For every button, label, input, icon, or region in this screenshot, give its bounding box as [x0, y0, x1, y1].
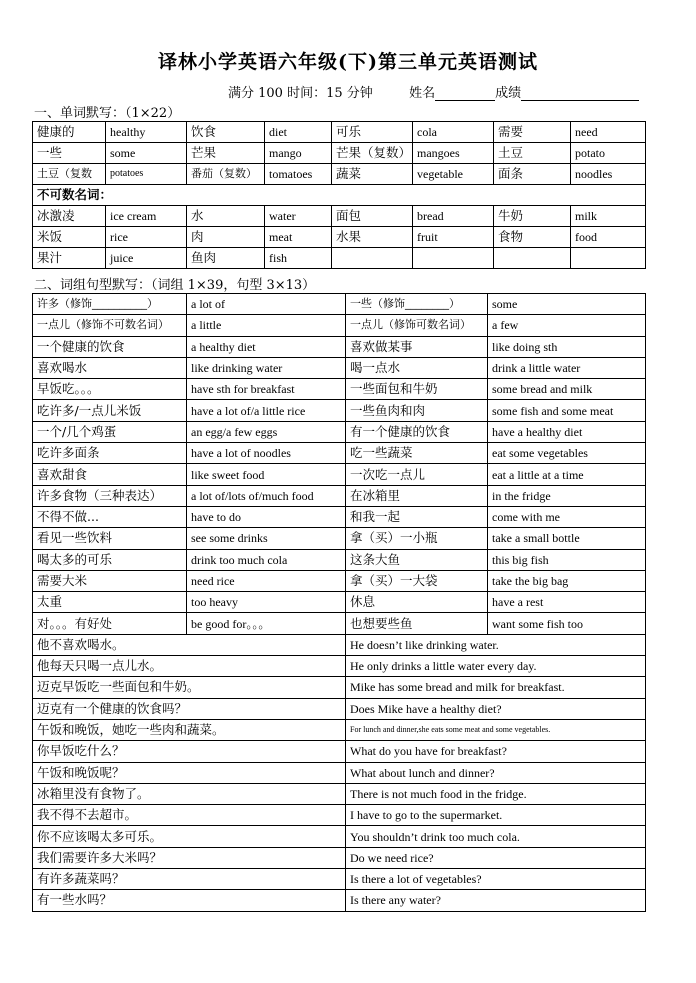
phrase-chinese: 喜欢做某事 — [346, 336, 488, 357]
vocab-english: ice cream — [106, 206, 187, 227]
phrase-row — [33, 421, 646, 442]
phrase-chinese: 需要大米 — [33, 570, 187, 591]
vocab-english: diet — [265, 122, 332, 143]
phrase-chinese: 一个健康的饮食 — [33, 336, 187, 357]
phrase-english: come with me — [488, 506, 646, 527]
phrase-english: a few — [488, 315, 646, 336]
phrase-chinese: 看见一些饮料 — [33, 528, 187, 549]
vocab-chinese: 冰激凌 — [33, 206, 106, 227]
vocab-row — [33, 248, 646, 269]
phrase-row — [33, 443, 646, 464]
vocab-english: some — [106, 143, 187, 164]
phrase-english: like drinking water — [187, 357, 346, 378]
sentence-english: He doesn’t like drinking water. — [346, 634, 646, 655]
sentence-row — [33, 634, 646, 655]
phrase-english: have to do — [187, 506, 346, 527]
phrase-row — [33, 506, 646, 527]
vocab-chinese: 食物 — [494, 227, 571, 248]
phrase-chinese: 许多（修饰__________） — [33, 294, 187, 315]
vocab-english — [571, 248, 646, 269]
phrase-row — [33, 379, 646, 400]
sentence-row — [33, 826, 646, 847]
phrase-english: see some drinks — [187, 528, 346, 549]
phrase-chinese: 喜欢甜食 — [33, 464, 187, 485]
phrase-chinese: 喝太多的可乐 — [33, 549, 187, 570]
vocab-chinese: 牛奶 — [494, 206, 571, 227]
vocab-english: food — [571, 227, 646, 248]
phrase-chinese: 一些面包和牛奶 — [346, 379, 488, 400]
phrase-english: have sth for breakfast — [187, 379, 346, 400]
phrase-english: a healthy diet — [187, 336, 346, 357]
sentence-row — [33, 741, 646, 762]
grade-blank[interactable] — [521, 88, 639, 101]
phrase-row — [33, 464, 646, 485]
vocab-row — [33, 164, 646, 185]
phrase-english: have a healthy diet — [488, 421, 646, 442]
sentence-row — [33, 656, 646, 677]
phrase-chinese: 一个/几个鸡蛋 — [33, 421, 187, 442]
phrase-row — [33, 570, 646, 591]
sentence-english: I have to go to the supermarket. — [346, 805, 646, 826]
sentence-row — [33, 698, 646, 719]
phrase-row — [33, 549, 646, 570]
phrase-chinese: 一些（修饰________） — [346, 294, 488, 315]
vocab-english: vegetable — [413, 164, 494, 185]
phrase-row — [33, 613, 646, 634]
sentence-english: Is there any water? — [346, 890, 646, 911]
name-blank[interactable] — [435, 88, 495, 101]
sentence-row — [33, 869, 646, 890]
vocab-chinese: 番茄（复数） — [187, 164, 265, 185]
vocab-english: milk — [571, 206, 646, 227]
phrase-english: a little — [187, 315, 346, 336]
sentence-english: Does Mike have a healthy diet? — [346, 698, 646, 719]
time-text: 时间：15 分钟 — [287, 86, 373, 101]
phrase-english: in the fridge — [488, 485, 646, 506]
sentence-row — [33, 783, 646, 804]
vocab-english: mango — [265, 143, 332, 164]
phrase-chinese: 吃许多/一点儿米饭 — [33, 400, 187, 421]
sentence-chinese: 有一些水吗？ — [33, 890, 346, 911]
phrase-chinese: 休息 — [346, 592, 488, 613]
sentence-english: What do you have for breakfast? — [346, 741, 646, 762]
score-text: 满分 100 — [228, 86, 283, 101]
name-label: 姓名 — [409, 86, 436, 101]
section2-heading: 二、词组句型默写：（词组 1×39，句型 3×13） — [34, 278, 316, 293]
sentence-chinese: 冰箱里没有食物了。 — [33, 783, 346, 804]
vocab-chinese: 土豆 — [494, 143, 571, 164]
sentence-chinese: 他每天只喝一点儿水。 — [33, 656, 346, 677]
phrase-chinese: 喝一点水 — [346, 357, 488, 378]
vocab-chinese: 健康的 — [33, 122, 106, 143]
sentence-chinese: 迈克有一个健康的饮食吗？ — [33, 698, 346, 719]
uncountable-label: 不可数名词： — [33, 185, 646, 206]
sentence-row — [33, 677, 646, 698]
phrase-english: a lot of — [187, 294, 346, 315]
vocab-chinese: 土豆（复数 — [33, 164, 106, 185]
phrase-english: drink a little water — [488, 357, 646, 378]
sentence-chinese: 你早饭吃什么？ — [33, 741, 346, 762]
phrase-chinese: 早饭吃。。。 — [33, 379, 187, 400]
phrase-english: take the big bag — [488, 570, 646, 591]
sentence-english: There is not much food in the fridge. — [346, 783, 646, 804]
vocab-english: potatoes — [106, 164, 187, 185]
sentence-row — [33, 719, 646, 740]
phrase-chinese: 和我一起 — [346, 506, 488, 527]
sentence-row — [33, 890, 646, 911]
vocab-english: fish — [265, 248, 332, 269]
sentence-english: What about lunch and dinner? — [346, 762, 646, 783]
phrase-chinese: 喜欢喝水 — [33, 357, 187, 378]
exam-info — [228, 82, 639, 101]
phrase-english: drink too much cola — [187, 549, 346, 570]
sentence-english: You shouldn’t drink too much cola. — [346, 826, 646, 847]
vocab-chinese: 面包 — [332, 206, 413, 227]
vocab-english: fruit — [413, 227, 494, 248]
phrase-english: too heavy — [187, 592, 346, 613]
vocab-chinese: 饮食 — [187, 122, 265, 143]
sentence-chinese: 有许多蔬菜吗？ — [33, 869, 346, 890]
vocab-chinese: 芒果（复数） — [332, 143, 413, 164]
vocab-english: noodles — [571, 164, 646, 185]
phrase-english: some fish and some meat — [488, 400, 646, 421]
phrase-chinese: 许多食物（三种表达） — [33, 485, 187, 506]
phrase-row — [33, 485, 646, 506]
phrase-english: be good for。。。 — [187, 613, 346, 634]
vocab-chinese: 一些 — [33, 143, 106, 164]
sentence-row — [33, 762, 646, 783]
sentence-chinese: 我不得不去超市。 — [33, 805, 346, 826]
sentence-chinese: 迈克早饭吃一些面包和牛奶。 — [33, 677, 346, 698]
sentence-chinese: 午饭和晚饭，她吃一些肉和蔬菜。 — [33, 719, 346, 740]
vocab-chinese: 果汁 — [33, 248, 106, 269]
sentence-english: Is there a lot of vegetables? — [346, 869, 646, 890]
vocab-row — [33, 206, 646, 227]
page-title: 译林小学英语六年级(下)第三单元英语测试 — [158, 51, 538, 73]
vocab-chinese: 肉 — [187, 227, 265, 248]
sentence-chinese: 我们需要许多大米吗？ — [33, 847, 346, 868]
vocab-row — [33, 227, 646, 248]
phrase-english: need rice — [187, 570, 346, 591]
phrase-english: take a small bottle — [488, 528, 646, 549]
vocab-chinese: 水 — [187, 206, 265, 227]
phrase-english: some — [488, 294, 646, 315]
phrase-chinese: 一点儿（修饰可数名词） — [346, 315, 488, 336]
vocab-chinese — [332, 248, 413, 269]
phrase-row — [33, 400, 646, 421]
vocab-chinese: 米饭 — [33, 227, 106, 248]
phrase-english: have a rest — [488, 592, 646, 613]
phrase-chinese: 吃一些蔬菜 — [346, 443, 488, 464]
vocab-table — [32, 121, 646, 269]
phrase-chinese: 对。。。有好处 — [33, 613, 187, 634]
vocab-english — [413, 248, 494, 269]
vocab-english: water — [265, 206, 332, 227]
vocab-chinese: 鱼肉 — [187, 248, 265, 269]
sentence-row — [33, 847, 646, 868]
vocab-row — [33, 122, 646, 143]
vocab-english: juice — [106, 248, 187, 269]
sentence-chinese: 你不应该喝太多可乐。 — [33, 826, 346, 847]
vocab-english: rice — [106, 227, 187, 248]
phrase-english: eat some vegetables — [488, 443, 646, 464]
sentence-row — [33, 805, 646, 826]
phrase-row — [33, 592, 646, 613]
phrase-english: like doing sth — [488, 336, 646, 357]
vocab-english: need — [571, 122, 646, 143]
vocab-chinese: 水果 — [332, 227, 413, 248]
section1-heading: 一、单词默写：（1×22） — [34, 106, 181, 121]
phrase-english: have a lot of noodles — [187, 443, 346, 464]
phrase-chinese: 拿（买）一大袋 — [346, 570, 488, 591]
vocab-english: cola — [413, 122, 494, 143]
phrase-chinese: 吃许多面条 — [33, 443, 187, 464]
phrase-chinese: 太重 — [33, 592, 187, 613]
vocab-english: healthy — [106, 122, 187, 143]
vocab-english: meat — [265, 227, 332, 248]
phrase-english: an egg/a few eggs — [187, 421, 346, 442]
phrase-english: this big fish — [488, 549, 646, 570]
phrase-row — [33, 315, 646, 336]
phrase-english: like sweet food — [187, 464, 346, 485]
sentence-english: For lunch and dinner,she eats some meat and some vegetables. — [346, 719, 646, 740]
vocab-chinese: 面条 — [494, 164, 571, 185]
sentence-english: Mike has some bread and milk for breakfast. — [346, 677, 646, 698]
phrase-english: a lot of/lots of/much food — [187, 485, 346, 506]
phrase-chinese: 不得不做... — [33, 506, 187, 527]
sentence-english: Do we need rice? — [346, 847, 646, 868]
phrase-row — [33, 336, 646, 357]
phrase-english: have a lot of/a little rice — [187, 400, 346, 421]
sentence-english: He only drinks a little water every day. — [346, 656, 646, 677]
vocab-row — [33, 143, 646, 164]
phrase-chinese: 一点儿（修饰不可数名词） — [33, 315, 187, 336]
sentence-chinese: 他不喜欢喝水。 — [33, 634, 346, 655]
phrase-chinese: 拿（买）一小瓶 — [346, 528, 488, 549]
vocab-english: bread — [413, 206, 494, 227]
vocab-english: potato — [571, 143, 646, 164]
vocab-chinese: 需要 — [494, 122, 571, 143]
vocab-chinese: 可乐 — [332, 122, 413, 143]
phrase-chinese: 一些鱼肉和肉 — [346, 400, 488, 421]
sentence-chinese: 午饭和晚饭呢？ — [33, 762, 346, 783]
phrase-table — [32, 293, 646, 912]
uncountable-row — [33, 185, 646, 206]
phrase-chinese: 这条大鱼 — [346, 549, 488, 570]
vocab-chinese — [494, 248, 571, 269]
phrase-chinese: 在冰箱里 — [346, 485, 488, 506]
phrase-row — [33, 357, 646, 378]
phrase-english: eat a little at a time — [488, 464, 646, 485]
phrase-row — [33, 294, 646, 315]
phrase-chinese: 有一个健康的饮食 — [346, 421, 488, 442]
phrase-row — [33, 528, 646, 549]
phrase-chinese: 一次吃一点儿 — [346, 464, 488, 485]
vocab-english: tomatoes — [265, 164, 332, 185]
vocab-chinese: 蔬菜 — [332, 164, 413, 185]
grade-label: 成绩 — [495, 86, 522, 101]
phrase-english: some bread and milk — [488, 379, 646, 400]
vocab-chinese: 芒果 — [187, 143, 265, 164]
vocab-english: mangoes — [413, 143, 494, 164]
phrase-chinese: 也想要些鱼 — [346, 613, 488, 634]
phrase-english: want some fish too — [488, 613, 646, 634]
